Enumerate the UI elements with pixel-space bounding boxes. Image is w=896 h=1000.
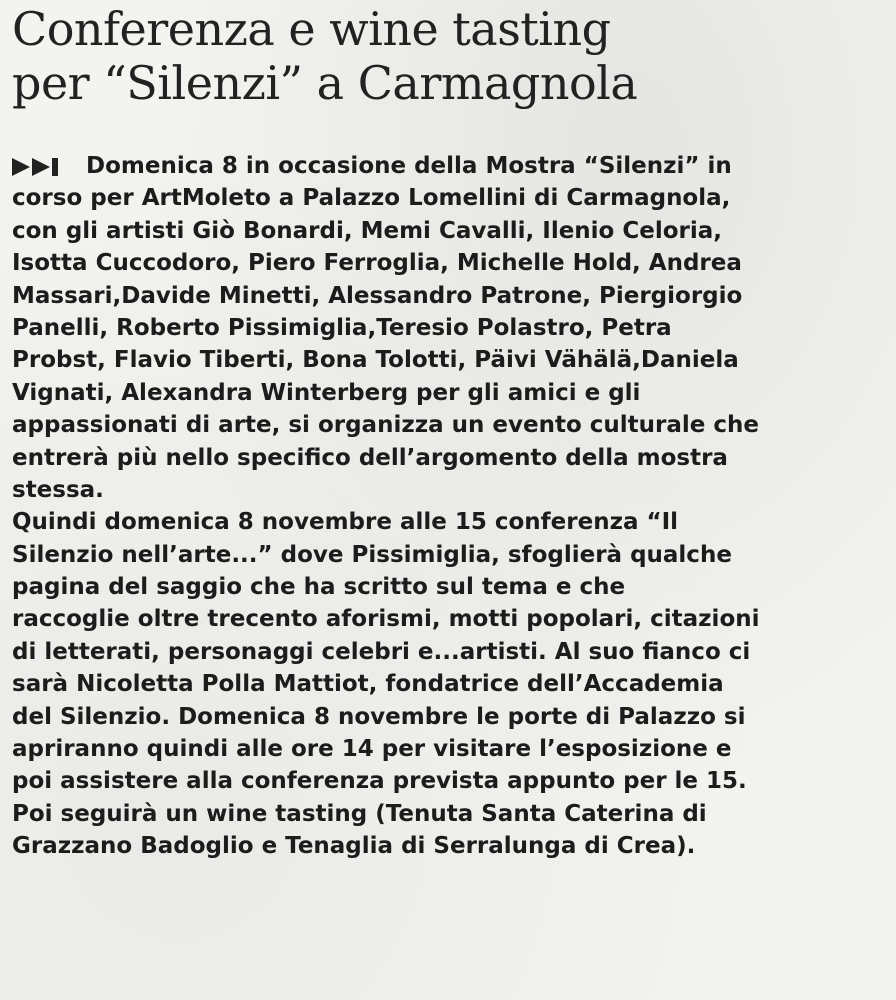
article-body <box>12 150 878 863</box>
headline-line-1: Conferenza e wine tasting <box>12 2 611 56</box>
article-headline <box>12 2 882 110</box>
body-line-8: Vignati, Alexandra Winterberg per gli amici e gli <box>12 379 641 406</box>
triple-arrow-icon <box>12 156 82 178</box>
body-line-11: stessa. <box>12 476 104 503</box>
body-line-20: poi assistere alla conferenza prevista appunto per le 15. <box>12 768 747 795</box>
body-line-18: del Silenzio. Domenica 8 novembre le porte di Palazzo si <box>12 703 746 730</box>
body-line-15: raccoglie oltre trecento aforismi, motti popolari, citazioni <box>12 606 760 633</box>
body-line-19: apriranno quindi alle ore 14 per visitare l’esposizione e <box>12 736 732 763</box>
body-line-4: Isotta Cuccodoro, Piero Ferroglia, Michelle Hold, Andrea <box>12 250 742 277</box>
body-line-6: Panelli, Roberto Pissimiglia,Teresio Polastro, Petra <box>12 314 672 341</box>
body-line-13: Silenzio nell’arte...” dove Pissimiglia, sfoglierà qualche <box>12 541 732 568</box>
body-line-21: Poi seguirà un wine tasting (Tenuta Santa Caterina di <box>12 800 707 827</box>
body-line-22: Grazzano Badoglio e Tenaglia di Serralunga di Crea). <box>12 833 696 860</box>
body-line-2: corso per ArtMoleto a Palazzo Lomellini di Carmagnola, <box>12 185 731 212</box>
body-line-1-text: Domenica 8 in occasione della Mostra “Silenzi” in <box>86 153 732 179</box>
body-line-7: Probst, Flavio Tiberti, Bona Tolotti, Päivi Vähälä,Daniela <box>12 347 739 374</box>
body-line-5: Massari,Davide Minetti, Alessandro Patrone, Piergiorgio <box>12 282 743 309</box>
body-line-12: Quindi domenica 8 novembre alle 15 conferenza “Il <box>12 509 679 536</box>
body-line-14: pagina del saggio che ha scritto sul tema e che <box>12 574 626 601</box>
body-line-9: appassionati di arte, si organizza un evento culturale che <box>12 412 759 439</box>
body-line-17: sarà Nicoletta Polla Mattiot, fondatrice dell’Accademia <box>12 671 724 698</box>
body-line-3: con gli artisti Giò Bonardi, Memi Cavalli, Ilenio Celoria, <box>12 217 723 244</box>
body-line-10: entrerà più nello specifico dell’argomento della mostra <box>12 444 728 471</box>
body-line-16: di letterati, personaggi celebri e...artisti. Al suo fianco ci <box>12 638 751 665</box>
headline-line-2: per “Silenzi” a Carmagnola <box>12 56 638 110</box>
body-line-1 <box>12 150 878 182</box>
